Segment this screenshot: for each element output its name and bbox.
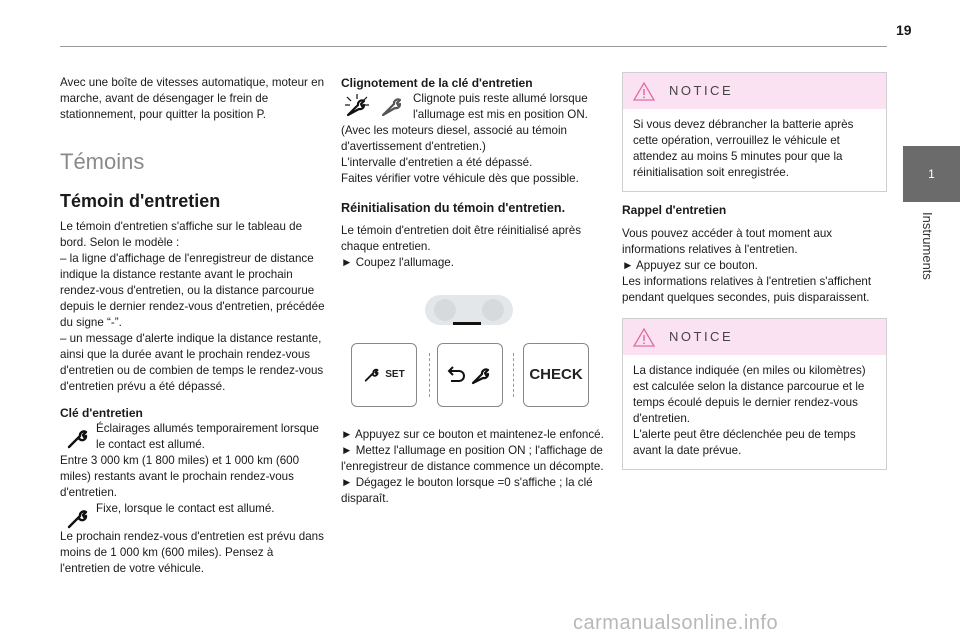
set-button[interactable] — [351, 343, 417, 407]
notice-label: NOTICE — [669, 83, 734, 98]
back-wrench-button[interactable] — [437, 343, 503, 407]
column-right — [622, 72, 887, 470]
heading-reset: Réinitialisation du témoin d'entretien. — [341, 201, 566, 215]
notice-header — [623, 319, 886, 355]
header-rule — [60, 46, 887, 47]
subheading-blinking-key: Clignotement de la clé d'entretien — [341, 76, 533, 90]
list-item: – un message d'alerte indique la distance restante, ainsi que la durée avant le prochain rendez-vous d'entretien ou de combien de temps le rendez-vous d'entretien prévu a été dépassé. — [60, 332, 324, 393]
paragraph: Les informations relatives à l'entretien s'affichent pendant quelques secondes, puis disparaissent. — [622, 275, 872, 304]
paragraph: L'intervalle d'entretien a été dépassé. — [341, 156, 533, 169]
dashboard-illustration — [341, 281, 606, 421]
section-title: Témoins — [60, 149, 145, 174]
paragraph: Faites vérifier votre véhicule dès que possible. — [341, 172, 579, 185]
step-release: ► Dégagez le bouton lorsque =0 s'affiche ; la clé disparaît. — [341, 476, 593, 505]
step-press-hold: ► Appuyez sur ce bouton et maintenez-le enfoncé. — [341, 428, 604, 441]
list-item: – la ligne d'affichage de l'enregistreur de distance indique la distance restante avant le prochain rendez-vous d'entretien, ou la distance parcourue depuis le dernier rendez-vous d'entretien, précédée du signe “-”. — [60, 252, 325, 329]
notice-header — [623, 73, 886, 109]
heading-service-indicator: Témoin d'entretien — [60, 191, 221, 211]
key-temporary-row — [60, 421, 325, 453]
key-fixed-row — [60, 501, 325, 529]
blinking-wrench-icon — [341, 91, 413, 117]
intro-text: Avec une boîte de vitesses automatique, moteur en marche, avant de désengager le frein de stationnement, pour quitter la position P. — [60, 76, 325, 121]
key-fixed-text: Fixe, lorsque le contact est allumé. — [96, 502, 275, 515]
step-press-button: ► Appuyez sur ce bouton. — [622, 259, 758, 272]
warning-icon — [633, 81, 655, 101]
paragraph: Vous pouvez accéder à tout moment aux informations relatives à l'entretien. — [622, 227, 833, 256]
chapter-tab[interactable]: 1 — [903, 146, 960, 202]
notice-body — [623, 109, 886, 191]
notice-text: La distance indiquée (en miles ou kilomètres) est calculée selon la distance parcourue et le temps écoulé depuis le dernier rendez-vous d'entretien. — [633, 364, 866, 425]
key-temporary-text: Éclairages allumés temporairement lorsque le contact est allumé. — [96, 422, 319, 451]
blinking-key-text: Clignote puis reste allumé lorsque l'allumage est mis en position ON. — [413, 92, 588, 121]
notice-body — [623, 355, 886, 469]
page-number: 19 — [896, 22, 912, 38]
column-left — [60, 75, 325, 577]
step-ignition-off: ► Coupez l'allumage. — [341, 256, 454, 269]
wrench-icon — [60, 501, 96, 529]
warning-icon — [633, 327, 655, 347]
notice-box — [622, 318, 887, 470]
subheading-service-key: Clé d'entretien — [60, 406, 143, 420]
instrument-cluster-icon — [341, 281, 606, 341]
wrench-icon — [60, 421, 96, 449]
column-middle — [341, 75, 606, 507]
notice-box — [622, 72, 887, 192]
set-button-label: SET — [385, 369, 405, 380]
notice-text: L'alerte peut être déclenchée peu de temps avant la date prévue. — [633, 428, 856, 457]
step-ignition-on: ► Mettez l'allumage en position ON ; l'affichage de l'enregistreur de distance commence un décompte. — [341, 444, 604, 473]
subheading-reminder: Rappel d'entretien — [622, 203, 727, 217]
blinking-key-row — [341, 91, 606, 123]
divider — [513, 353, 515, 397]
paragraph: Le témoin d'entretien doit être réinitialisé après chaque entretien. — [341, 224, 582, 253]
paragraph: Entre 3 000 km (1 800 miles) et 1 000 km (600 miles) restants avant le prochain rendez-vous d'entretien. — [60, 454, 300, 499]
divider — [429, 353, 431, 397]
chapter-label: Instruments — [920, 212, 935, 280]
watermark: carmanualsonline.info — [573, 612, 779, 634]
check-button[interactable]: CHECK — [523, 343, 589, 407]
notice-text: Si vous devez débrancher la batterie après cette opération, verrouillez le véhicule et attendez au moins 5 minutes pour que la réinitialisation soit enregistrée. — [633, 118, 854, 179]
return-wrench-icon — [445, 365, 495, 385]
notice-label: NOTICE — [669, 329, 734, 344]
paragraph: Le prochain rendez-vous d'entretien est prévu dans moins de 1 000 km (600 miles). Pensez à l'entretien de votre véhicule. — [60, 530, 324, 575]
paragraph: (Avec les moteurs diesel, associé au témoin d'avertissement d'entretien.) — [341, 124, 567, 153]
wrench-icon — [363, 368, 381, 382]
paragraph: Le témoin d'entretien s'affiche sur le tableau de bord. Selon le modèle : — [60, 220, 303, 249]
